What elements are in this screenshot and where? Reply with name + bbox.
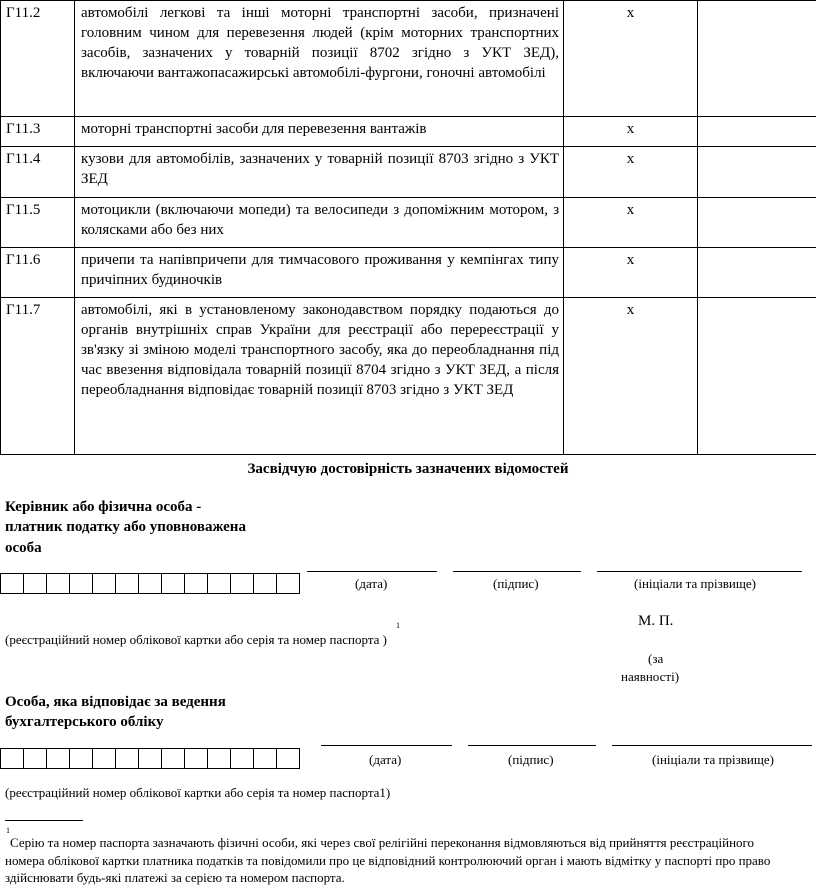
head-name-label: (ініціали та прізвище) xyxy=(634,576,756,591)
row-description: причепи та напівпричепи для тимчасового проживання у кемпінгах типу причіпних будиночків xyxy=(75,248,564,298)
table-row xyxy=(1,147,816,198)
row-code: Г11.5 xyxy=(1,198,75,248)
row-description: кузови для автомобілів, зазначених у товарній позиції 8703 згідно з УКТ ЗЕД xyxy=(75,147,564,198)
head-title-line1: Керівник або фізична особа - xyxy=(5,499,202,515)
table-row xyxy=(1,117,816,147)
row-code: Г11.2 xyxy=(1,1,75,117)
stamp-note-line2: наявності) xyxy=(621,669,680,684)
accountant-title-line1: Особа, яка відповідає за ведення xyxy=(5,694,226,710)
row-code: Г11.4 xyxy=(1,147,75,198)
accountant-registration-label: (реєстраційний номер облікової картки або серія та номер паспорта1) xyxy=(5,785,391,800)
accountant-name-line[interactable] xyxy=(612,745,812,746)
row-mark: х xyxy=(564,147,698,198)
footnote-marker: 1 xyxy=(396,621,400,630)
head-signature-label: (підпис) xyxy=(493,576,539,591)
table-row xyxy=(1,1,816,117)
head-date-label: (дата) xyxy=(355,576,388,591)
accountant-title-line2: бухгалтерського обліку xyxy=(5,714,164,730)
row-mark: х xyxy=(564,198,698,248)
row-mark: х xyxy=(564,117,698,147)
head-signature-line[interactable] xyxy=(453,571,581,572)
head-title-line2: платник податку або уповноважена xyxy=(5,519,246,535)
row-description: автомобілі, які в установленому законодавством порядку подаються до органів внутрішніх справ України для реєстрації або перереєстрації у зв'язку зі зміною моделі транспортного засобу, яка до переобладнання під час ввезення відповідала товарній позиції 8704 згідно з УКТ ЗЕД, а після переобладнання відповідає товарній позиції 8703 згідно з УКТ ЗЕД xyxy=(75,298,564,455)
accountant-date-line[interactable] xyxy=(321,745,452,746)
row-description: автомобілі легкові та інші моторні транспортні засоби, призначені головним чином для перевезення людей (крім моторних транспортних засобів, зазначених у товарній позиції 8702 згідно з УКТ ЗЕД), включаючи вантажопасажирські автомобілі-фургони, гоночні автомобілі xyxy=(75,1,564,117)
head-registration-label: (реєстраційний номер облікової картки або серія та номер паспорта ) xyxy=(5,632,388,647)
row-code: Г11.3 xyxy=(1,117,75,147)
head-title-line3: особа xyxy=(5,540,42,556)
row-code: Г11.7 xyxy=(1,298,75,455)
stamp-label: М. П. xyxy=(638,613,674,629)
footnote-number: 1 xyxy=(6,826,10,835)
row-code: Г11.6 xyxy=(1,248,75,298)
accountant-name-label: (ініціали та прізвище) xyxy=(652,752,774,767)
accountant-signature-line[interactable] xyxy=(468,745,596,746)
certify-heading: Засвідчую достовірність зазначених відомостей xyxy=(247,461,569,477)
footnote-line2: номера облікової картки платника податків та повідомили про це відповідний контролюючий орган і мають відмітку у паспорті про право xyxy=(5,853,771,868)
table-row xyxy=(1,298,816,455)
row-empty-cell xyxy=(698,147,816,198)
accountant-signature-label: (підпис) xyxy=(508,752,554,767)
row-empty-cell xyxy=(698,1,816,117)
row-empty-cell xyxy=(698,198,816,248)
head-date-line[interactable] xyxy=(307,571,437,572)
head-name-line[interactable] xyxy=(597,571,802,572)
row-empty-cell xyxy=(698,298,816,455)
row-mark: х xyxy=(564,248,698,298)
row-mark: х xyxy=(564,1,698,117)
row-description: мотоцикли (включаючи мопеди) та велосипеди з допоміжним мотором, з колясками або без них xyxy=(75,198,564,248)
accountant-date-label: (дата) xyxy=(369,752,402,767)
accountant-registration-number-boxes[interactable] xyxy=(0,748,300,769)
stamp-note-line1: (за xyxy=(648,651,664,666)
row-empty-cell xyxy=(698,248,816,298)
row-description: моторні транспортні засоби для перевезення вантажів xyxy=(75,117,564,147)
head-registration-number-boxes[interactable] xyxy=(0,573,300,594)
row-mark: х xyxy=(564,298,698,455)
row-empty-cell xyxy=(698,117,816,147)
table-row xyxy=(1,248,816,298)
table-row xyxy=(1,198,816,248)
footnote-line3: здійснювати будь-які платежі за серією та номером паспорта. xyxy=(5,870,345,885)
footnote-separator xyxy=(5,820,83,821)
footnote-line1: Серію та номер паспорта зазначають фізичні особи, які через свої релігійні переконання відмовляються від прийняття реєстраційного xyxy=(10,835,755,850)
